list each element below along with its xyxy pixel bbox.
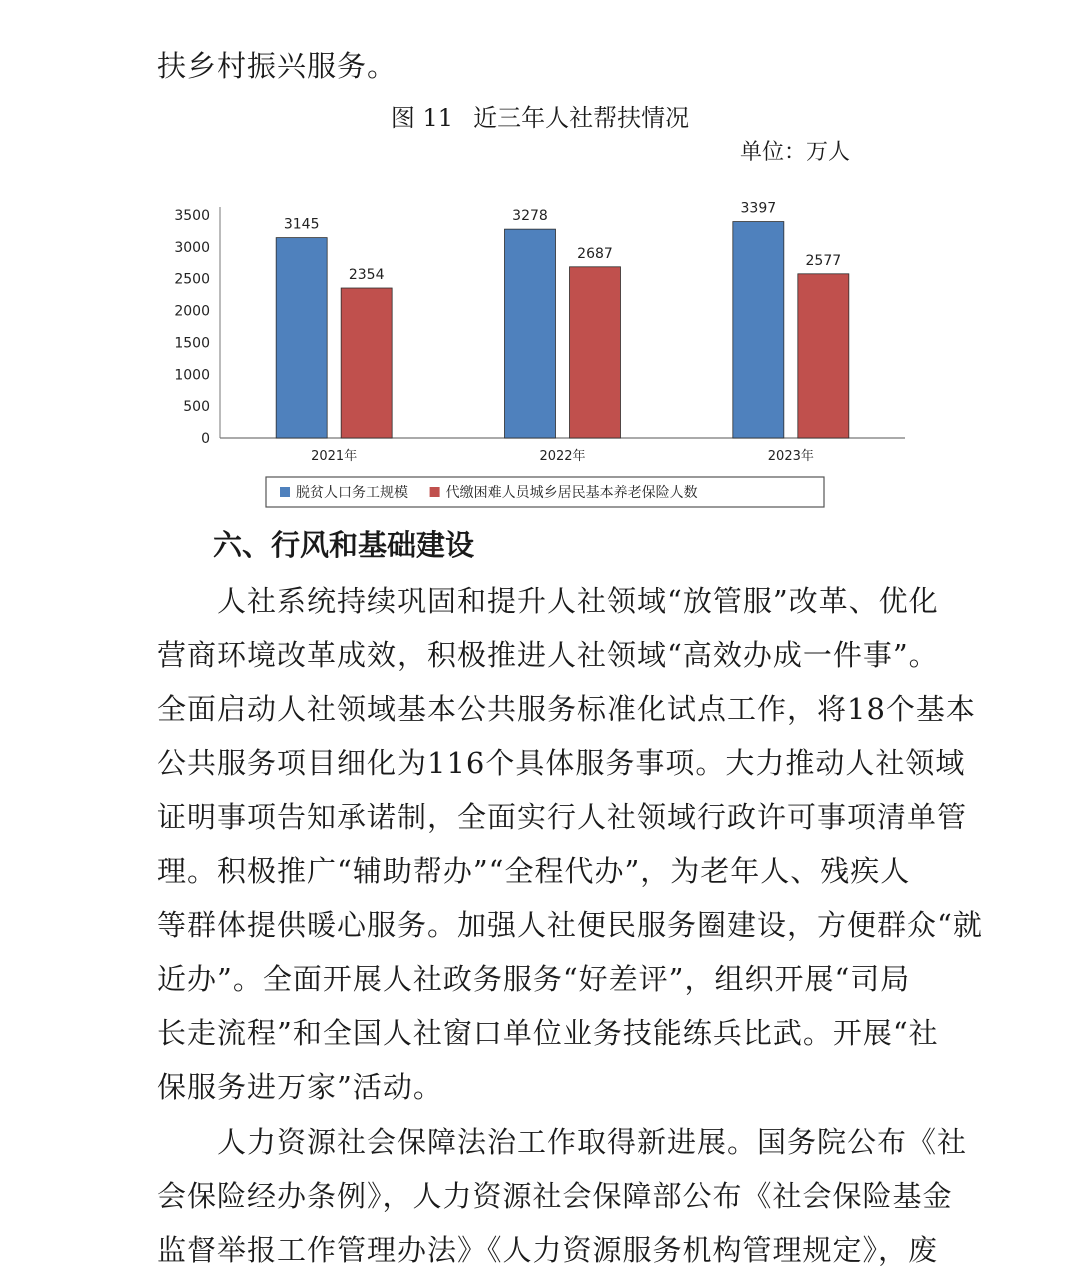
section-heading: 六、行风和基础建设 <box>213 528 475 562</box>
bar-value-label: 2687 <box>577 245 613 262</box>
bar <box>570 267 621 438</box>
bar-value-label: 3397 <box>740 200 777 217</box>
body-line: 等群体提供暖心服务。加强人社便民服务圈建设，方便群众“就 <box>157 908 983 942</box>
y-tick-label: 0 <box>201 431 210 447</box>
body-line: 会保险经办条例》，人力资源社会保障部公布《社会保险基金 <box>157 1179 953 1213</box>
body-line: 营商环境改革成效，积极推进人社领域“高效办成一件事”。 <box>157 638 939 672</box>
figure-caption <box>0 102 1080 134</box>
body-line: 人社系统持续巩固和提升人社领域“放管服”改革、优化 <box>157 584 939 618</box>
bar-value-label: 3145 <box>283 216 320 233</box>
figure-number: 图 11 <box>390 104 454 132</box>
bar <box>341 288 392 438</box>
body-line: 近办”。全面开展人社政务服务“好差评”，组织开展“司局 <box>157 962 911 996</box>
body-line: 人力资源社会保障法治工作取得新进展。国务院公布《社 <box>157 1125 968 1159</box>
chart-canvas <box>160 195 920 515</box>
legend-swatch <box>280 487 290 497</box>
bar-value-label: 2577 <box>805 252 842 269</box>
legend-label: 脱贫人口务工规模 <box>296 485 408 501</box>
y-tick-label: 2000 <box>174 303 210 320</box>
body-line: 证明事项告知承诺制，全面实行人社领域行政许可事项清单管 <box>157 800 968 834</box>
legend-label: 代缴困难人员城乡居民基本养老保险人数 <box>445 485 698 501</box>
bar <box>733 222 784 438</box>
bar <box>505 229 556 438</box>
body-line: 理。积极推广“辅助帮办”“全程代办”，为老年人、残疾人 <box>157 854 911 888</box>
bar-chart <box>160 195 920 515</box>
body-line: 公共服务项目细化为116个具体服务事项。大力推动人社领域 <box>157 746 966 780</box>
bar-value-label: 2354 <box>348 267 385 284</box>
x-category-label: 2021年 <box>311 449 358 464</box>
y-tick-label: 1500 <box>174 335 210 352</box>
body-line: 监督举报工作管理办法》《人力资源服务机构管理规定》，废 <box>157 1233 939 1267</box>
x-category-label: 2022年 <box>539 449 586 464</box>
y-tick-label: 500 <box>183 399 210 416</box>
top-text-line: 扶乡村振兴服务。 <box>157 49 398 83</box>
bar <box>798 274 849 438</box>
figure-title: 近三年人社帮扶情况 <box>473 104 690 132</box>
y-tick-label: 1000 <box>174 367 210 384</box>
legend-swatch <box>430 487 440 497</box>
bar-value-label: 3278 <box>512 208 548 225</box>
bar <box>276 238 327 438</box>
y-tick-label: 3500 <box>174 208 210 224</box>
y-tick-label: 3000 <box>174 239 210 256</box>
body-line: 保服务进万家”活动。 <box>157 1070 443 1104</box>
body-line: 全面启动人社领域基本公共服务标准化试点工作，将18个基本 <box>157 692 976 726</box>
body-line: 长走流程”和全国人社窗口单位业务技能练兵比武。开展“社 <box>157 1016 939 1050</box>
y-tick-label: 2500 <box>174 271 210 288</box>
x-category-label: 2023年 <box>767 449 814 464</box>
figure-unit: 单位：万人 <box>740 140 851 165</box>
